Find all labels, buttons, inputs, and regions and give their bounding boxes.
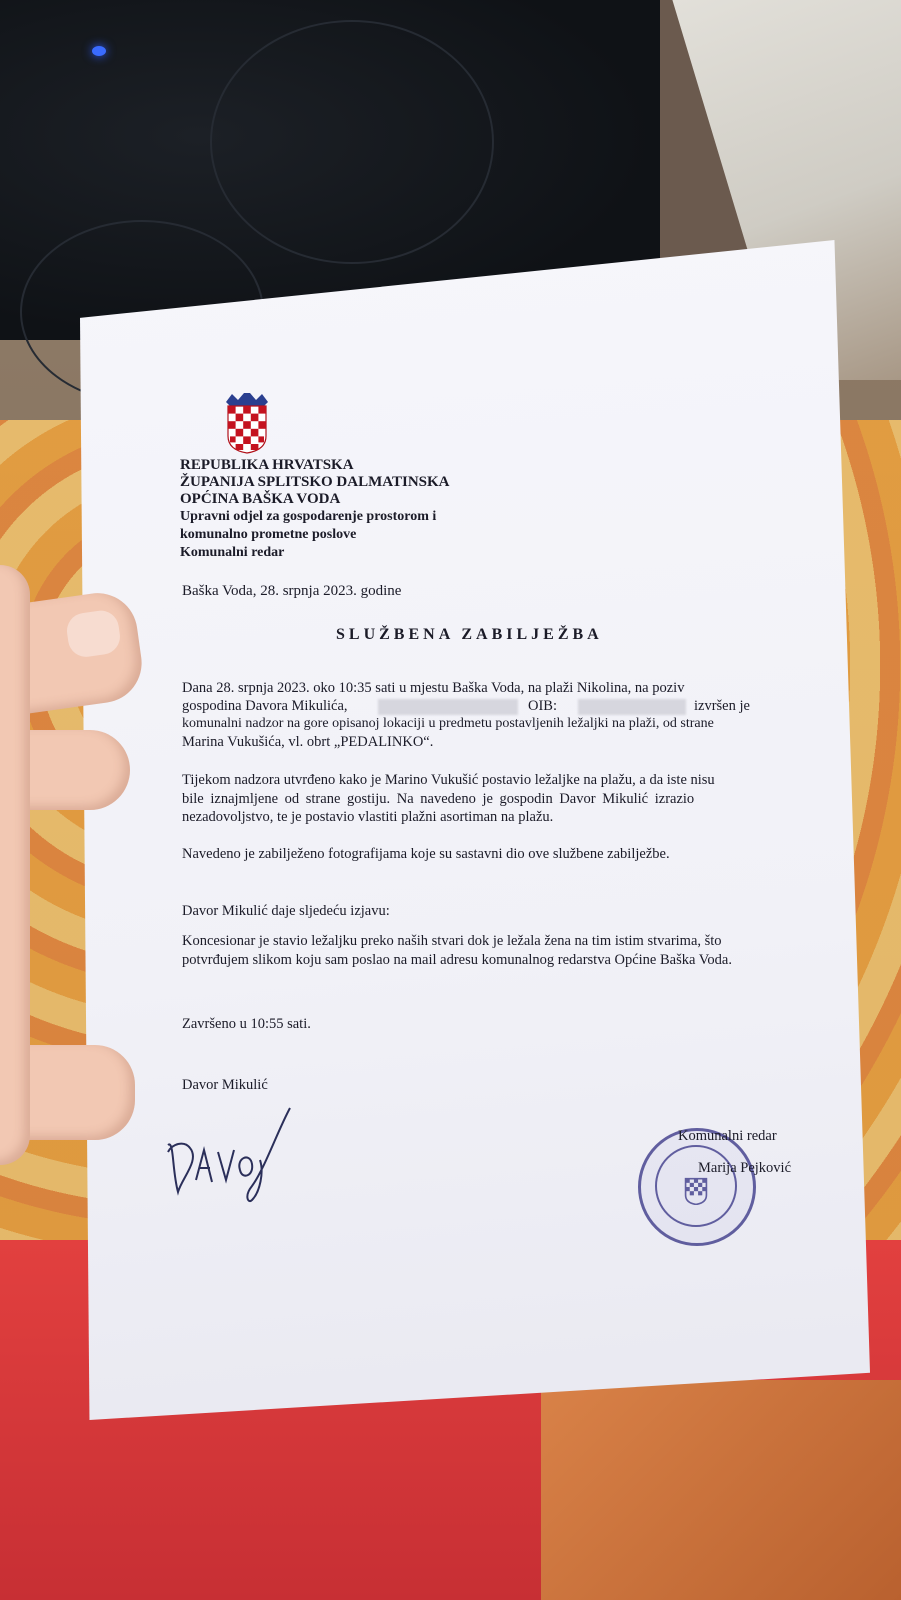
para1-line2-a: gospodina Davora Mikulića, (182, 698, 348, 714)
header-office: Komunalni redar (180, 545, 285, 560)
redacted-address (378, 699, 518, 715)
para1-line3: komunalni nadzor na gore opisanoj lokaciji u predmetu postavljenih ležaljki na plaži, od strane (182, 716, 714, 731)
header-municipality: OPĆINA BAŠKA VODA (180, 491, 341, 507)
statement-intro: Davor Mikulić daje sljedeću izjavu: (182, 903, 390, 919)
handwritten-signature-icon (160, 1100, 300, 1210)
redacted-oib (578, 699, 686, 715)
signer-left-name: Davor Mikulić (182, 1077, 268, 1093)
official-stamp-icon (638, 1128, 756, 1246)
statement-line2: potvrđujem slikom koju sam poslao na mail adresu komunalnog redarstva Općine Baška Voda. (182, 952, 732, 968)
para1-line2-b: OIB: (528, 698, 557, 714)
header-department-cont: komunalno prometne poslove (180, 527, 357, 542)
para3: Navedeno je zabilježeno fotografijama koje su sastavni dio ove službene zabilježbe. (182, 846, 670, 862)
header-county: ŽUPANIJA SPLITSKO DALMATINSKA (180, 474, 450, 490)
para1-line2-c: izvršen je (694, 698, 750, 714)
signer-right-title: Komunalni redar (678, 1128, 777, 1144)
header-republic: REPUBLIKA HRVATSKA (180, 457, 354, 473)
para2-line2: bile iznajmljene od strane gostiju. Na navedeno je gospodin Davor Mikulić izrazio (182, 791, 695, 807)
para1-line4: Marina Vukušića, vl. obrt „PEDALINKO“. (182, 734, 434, 750)
para2-line1: Tijekom nadzora utvrđeno kako je Marino Vukušić postavio ležaljke na plažu, a da iste nisu (182, 772, 715, 788)
document-title: SLUŽBENA ZABILJEŽBA (336, 626, 603, 643)
place-date: Baška Voda, 28. srpnja 2023. godine (182, 583, 402, 599)
completed-time: Završeno u 10:55 sati. (182, 1016, 311, 1032)
para2-line3: nezadovoljstvo, te je postavio vlastiti plažni asortiman na plažu. (182, 809, 554, 825)
signer-right-name: Marija Pejković (698, 1160, 792, 1176)
croatian-coat-of-arms-icon (224, 392, 270, 454)
statement-line1: Koncesionar je stavio ležaljku preko naših stvari dok je ležala žena na tim istim stvarima, što (182, 933, 722, 949)
para1-line1: Dana 28. srpnja 2023. oko 10:35 sati u mjestu Baška Voda, na plaži Nikolina, na poziv (182, 680, 685, 696)
header-department: Upravni odjel za gospodarenje prostorom i (180, 509, 437, 524)
